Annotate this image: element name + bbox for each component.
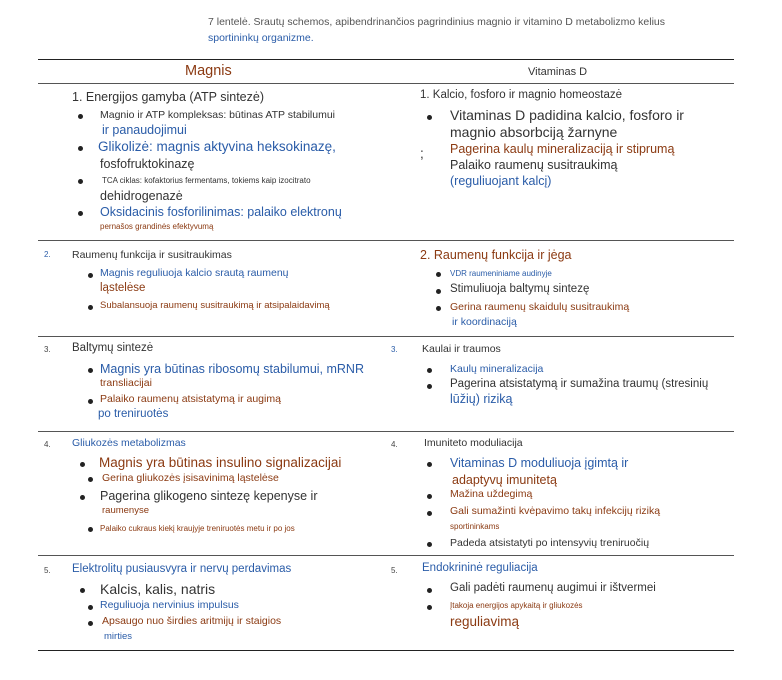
left-s5-item3-line2: mirties xyxy=(104,631,132,642)
bullet-icon xyxy=(88,527,93,532)
left-s1-item4-line1: Oksidacinis fosforilinimas: palaiko elektronų xyxy=(100,205,342,219)
right-s2-item3-line2: ir koordinaciją xyxy=(452,316,517,328)
left-s1-item3-line1: TCA ciklas: kofaktorius fermentams, tokiems kaip izocitrato xyxy=(102,176,311,185)
right-s1-item2: Pagerina kaulų mineralizaciją ir stiprumą xyxy=(450,142,675,156)
left-section-3-title: Baltymų sintezė xyxy=(72,342,154,354)
bullet-icon xyxy=(88,273,93,278)
right-section-2-title: 2. Raumenų funkcija ir jėga xyxy=(420,248,572,262)
top-rule xyxy=(38,59,734,60)
right-s2-item1: VDR raumeniniame audinyje xyxy=(450,269,552,278)
bullet-icon xyxy=(427,115,432,120)
right-s4-item2: Mažina uždegimą xyxy=(450,488,533,500)
left-section-5-title: Elektrolitų pusiausvyra ir nervų perdavimas xyxy=(72,563,292,575)
bullet-icon xyxy=(80,495,85,500)
left-s4-item1: Magnis yra būtinas insulino signalizacijai xyxy=(99,455,342,470)
right-section-1-title: 1. Kalcio, fosforo ir magnio homeostazė xyxy=(420,89,622,101)
row-rule-4 xyxy=(38,555,734,556)
left-section-4-title: Gliukozės metabolizmas xyxy=(72,437,186,449)
right-s4-item4: Padeda atsistatyti po intensyvių treniruočių xyxy=(450,537,650,549)
left-s1-item2-line1: Glikolizė: magnis aktyvina heksokinazę, xyxy=(98,139,336,154)
left-s1-item2-line2: fosfofruktokinazę xyxy=(100,157,195,171)
left-section-1-title: 1. Energijos gamyba (ATP sintezė) xyxy=(72,90,264,104)
right-section-3-title: Kaulai ir traumos xyxy=(422,343,501,355)
row-rule-1 xyxy=(38,240,734,241)
left-s4-item3-line2: raumenyse xyxy=(102,505,149,516)
left-section-5-number: 5. xyxy=(44,566,51,575)
header-rule xyxy=(38,83,734,84)
left-s3-item1-line1: Magnis yra būtinas ribosomų stabilumui, mRNR xyxy=(100,362,364,376)
bullet-icon xyxy=(78,211,83,216)
left-s2-item2: Subalansuoja raumenų susitraukimą ir atsipalaidavimą xyxy=(100,300,330,311)
right-s5-item2-line2: reguliavimą xyxy=(450,614,520,629)
left-s2-item1-line1: Magnis reguliuoja kalcio srautą raumenų xyxy=(100,267,289,279)
left-s1-item3-line2: dehidrogenazė xyxy=(100,189,183,203)
left-section-2-title: Raumenų funkcija ir susitraukimas xyxy=(72,249,232,261)
left-s1-item1-line2: ir panaudojimui xyxy=(102,123,187,137)
bullet-icon xyxy=(436,306,441,311)
right-s3-item2-line2: lūžių) riziką xyxy=(450,392,513,406)
left-section-2-number: 2. xyxy=(44,250,51,259)
bullet-icon xyxy=(88,368,93,373)
right-section-4-title: Imuniteto moduliacija xyxy=(424,437,523,449)
bullet-icon xyxy=(436,272,441,277)
right-s5-item1: Gali padėti raumenų augimui ir ištvermei xyxy=(450,582,656,594)
bullet-icon xyxy=(427,605,432,610)
bullet-icon xyxy=(427,588,432,593)
bullet-icon xyxy=(427,494,432,499)
left-s1-item1-line1: Magnio ir ATP kompleksas: būtinas ATP stabilumui xyxy=(100,109,335,121)
bullet-icon xyxy=(88,605,93,610)
right-s3-item1: Kaulų mineralizacija xyxy=(450,363,544,375)
right-s4-item3-line2: sportininkams xyxy=(450,522,500,531)
bullet-icon xyxy=(80,588,85,593)
right-s4-item3-line1: Gali sumažinti kvėpavimo takų infekcijų riziką xyxy=(450,505,661,517)
left-s4-item2: Gerina gliukozės įsisavinimą ląstelėse xyxy=(102,472,279,484)
left-s4-item3-line1: Pagerina glikogeno sintezę kepenyse ir xyxy=(100,489,318,503)
bullet-icon xyxy=(88,399,93,404)
bullet-icon xyxy=(436,289,441,294)
right-s2-item3-line1: Gerina raumenų skaidulų susitraukimą xyxy=(450,301,630,313)
left-s5-item2: Reguliuoja nervinius impulsus xyxy=(100,599,239,611)
column-header-magnis: Magnis xyxy=(185,63,232,79)
right-s4-item1-line1: Vitaminas D moduliuoja įgimtą ir xyxy=(450,456,629,470)
left-section-3-number: 3. xyxy=(44,345,51,354)
right-section-5-title: Endokrininė reguliacija xyxy=(422,562,538,574)
bullet-icon xyxy=(427,368,432,373)
bullet-icon xyxy=(78,146,83,151)
right-s1-item3-line2: (reguliuojant kalcį) xyxy=(450,174,552,188)
right-section-3-number: 3. xyxy=(391,345,398,354)
bullet-icon xyxy=(427,462,432,467)
bullet-icon xyxy=(427,511,432,516)
row-rule-2 xyxy=(38,336,734,337)
bullet-icon xyxy=(427,384,432,389)
left-s2-item1-line2: ląstelėse xyxy=(100,282,146,294)
semicolon-mark: ; xyxy=(420,146,424,161)
right-s5-item2-line1: Įtakoja energijos apykaitą ir gliukozės xyxy=(450,601,583,610)
bullet-icon xyxy=(88,621,93,626)
bullet-icon xyxy=(88,477,93,482)
bottom-rule xyxy=(38,650,734,651)
right-section-5-number: 5. xyxy=(391,566,398,575)
left-s3-item2-line2: po treniruotės xyxy=(98,408,169,420)
left-section-4-number: 4. xyxy=(44,440,51,449)
right-s1-item1-line1: Vitaminas D padidina kalcio, fosforo ir xyxy=(450,107,684,123)
table-caption xyxy=(208,14,728,46)
left-s3-item1-line2: transliacijai xyxy=(100,377,152,389)
left-s5-item3-line1: Apsaugo nuo širdies aritmijų ir staigios xyxy=(102,615,282,627)
left-s5-item1: Kalcis, kalis, natris xyxy=(100,581,216,597)
bullet-icon xyxy=(78,114,83,119)
right-section-4-number: 4. xyxy=(391,440,398,449)
right-s3-item2-line1: Pagerina atsistatymą ir sumažina traumų (stresinių xyxy=(450,378,709,390)
bullet-icon xyxy=(78,179,83,184)
right-s1-item1-line2: magnio absorbciją žarnyne xyxy=(450,124,618,140)
row-rule-3 xyxy=(38,431,734,432)
caption-line-2: sportininkų organizme. xyxy=(208,32,314,44)
left-s1-item4-line2: pernašos grandinės efektyvumą xyxy=(100,222,214,231)
caption-line-1: 7 lentelė. Srautų schemos, apibendrinančios pagrindinius magnio ir vitamino D metabolizmo kelius xyxy=(208,16,665,28)
column-header-vitaminas-d: Vitaminas D xyxy=(528,66,588,78)
left-s4-item4: Palaiko cukraus kiekį kraujyje treniruotės metu ir po jos xyxy=(100,524,295,533)
right-s4-item1-line2: adaptyvų imunitetą xyxy=(452,473,557,487)
right-s1-item3-line1: Palaiko raumenų susitraukimą xyxy=(450,158,618,172)
bullet-icon xyxy=(427,542,432,547)
right-s2-item2: Stimuliuoja baltymų sintezę xyxy=(450,283,590,295)
left-s3-item2-line1: Palaiko raumenų atsistatymą ir augimą xyxy=(100,393,281,405)
bullet-icon xyxy=(88,305,93,310)
bullet-icon xyxy=(80,462,85,467)
